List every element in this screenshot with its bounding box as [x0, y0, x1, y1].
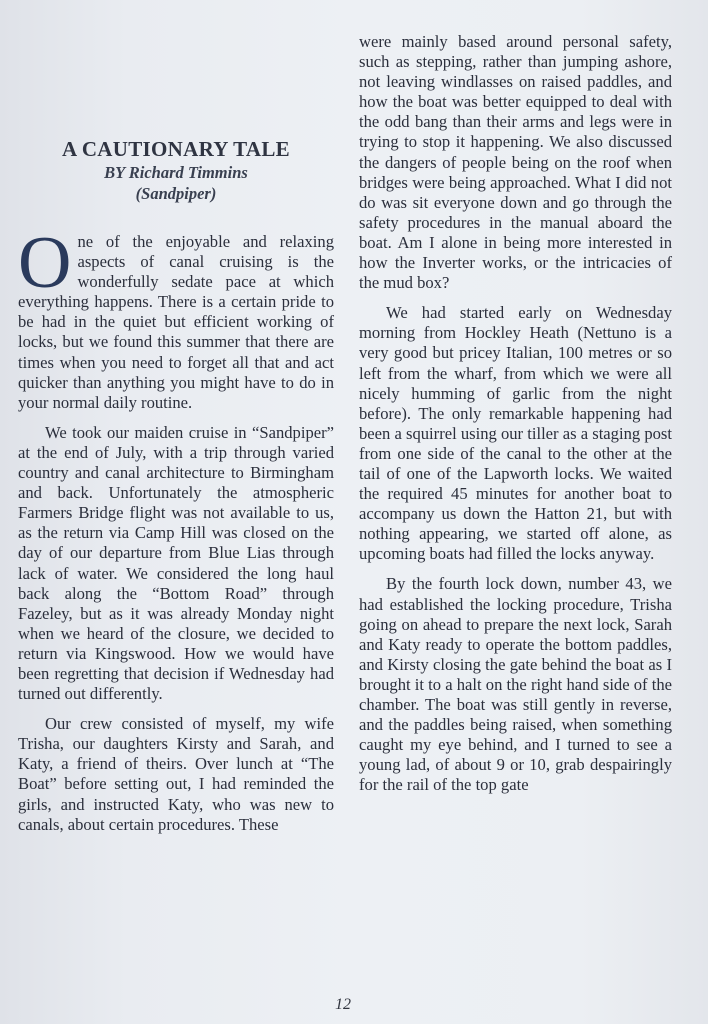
paragraph-1-text: ne of the enjoyable and relaxing aspects of canal cruising is the wonderfully sedate pace at which everything happens. There is a certain pride to be had in the quiet but efficient working of locks, but we found this summer that there are times when you need to forget all that and act quicker than anything you might have to do in your normal daily routine. — [18, 232, 334, 412]
paragraph-3: Our crew consisted of myself, my wife Trisha, our daughters Kirsty and Sarah, and Katy, a friend of theirs. Over lunch at “The Boat” before setting out, I had reminded the girls, and instructed Katy, who was new to canals, about certain procedures. These — [18, 714, 334, 834]
paragraph-4: We had started early on Wednesday morning from Hockley Heath (Nettuno is a very good but pricey Italian, 100 metres or so left from the wharf, from which we were all nicely humming of garlic from the night before). The only remarkable happening had been a squirrel using our tiller as a staging post from one side of the canal to the other at the tail of one of the Lapworth locks. We waited the required 45 minutes for another boat to accompany us down the Hatton 21, but with nothing appearing, we started off alone, as upcoming boats had filled the locks anyway. — [359, 303, 672, 564]
article-title: A CAUTIONARY TALE — [61, 137, 290, 161]
left-column — [18, 222, 334, 845]
page-number: 12 — [335, 996, 351, 1013]
paragraph-2: We took our maiden cruise in “Sandpiper” at the end of July, with a trip through varied country and canal architecture to Birmingham and back. Unfortunately the atmospheric Farmers Bridge flight was not available to us, as the return via Camp Hill was closed on the day of our departure from Blue Lias through lack of water. We considered the long haul back along the “Bottom Road” through Fazeley, but as it was already Monday night when we heard of the closure, we decided to return via Kingswood. How we would have been regretting that decision if Wednesday had turned out differently. — [18, 422, 334, 704]
paragraph-1 — [18, 222, 334, 413]
paragraph-5: By the fourth lock down, number 43, we had established the locking procedure, Trisha going on ahead to prepare the next lock, Sarah and Katy ready to operate the bottom paddles, and Kirsty closing the gate behind the boat as I brought it to a halt on the right hand side of the chamber. The boat was still gently in reverse, and the paddles being raised, when something caught my eye behind, and I turned to see a young lad, of about 9 or 10, grab despairingly for the rail of the top gate — [359, 574, 672, 795]
article-boat-credit: (Sandpiper) — [135, 184, 217, 203]
paragraph-3-continued: were mainly based around personal safety, such as stepping, rather than jumping ashore, not leaving windlasses on raised paddles, and how the boat was better equipped to deal with the odd bang than their arms and legs were in trying to stop it happening. We also discussed the dangers of people being on the roof when bridges were being approached. What I did not do was sit everyone down and go through the safety procedures in the manual aboard the boat. Am I alone in being more interested in how the Inverter works, or the intricacies of the mud box? — [359, 32, 672, 293]
drop-cap: O — [18, 222, 72, 304]
article-header — [24, 136, 328, 204]
right-column — [359, 32, 672, 805]
article-byline: BY Richard Timmins — [104, 163, 248, 182]
